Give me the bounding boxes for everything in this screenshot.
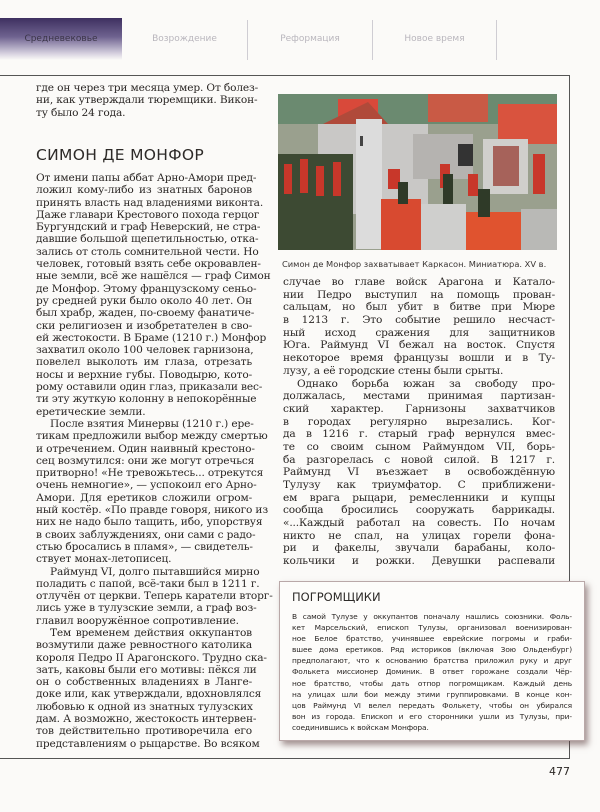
text-line: предполагают, что к основанию братства приложил руку и друг <box>292 656 572 666</box>
text-line: вшее дома еретиков. Ряд историков (включая Зою Ольденбург) <box>292 645 572 655</box>
tab-label: Возрождение <box>152 34 217 44</box>
text-line: ба разгорелась с новой силой. В 1217 г. <box>283 453 555 466</box>
text-line: доке или, как утверждали, вдохновлялся <box>36 688 262 701</box>
text-line: короля Педро II Арагонского. Трудно ска- <box>36 651 267 664</box>
text-line: ски религиозен и изобретателен в сво- <box>36 319 252 332</box>
text-line: Даже главари Крестового похода герцог <box>36 208 260 221</box>
text-line: зались от столь сомнительной чести. Но <box>36 245 259 258</box>
text-line: От имени папы аббат Арно-Амори пред- <box>36 172 257 184</box>
sidebar-text <box>292 611 572 733</box>
text-line: был храбр, жаден, по-своему фанатиче- <box>36 307 255 320</box>
intro-text <box>36 82 259 119</box>
text-line: ложил кому-либо из знатных баронов <box>36 184 252 197</box>
text-line: еретические земли. <box>36 405 146 418</box>
tab-label: Средневековье <box>24 34 98 44</box>
text-line: человек, готовый взять себе окровавлен- <box>36 258 261 271</box>
text-line: ные земли, всё же нашёлся — граф Симон <box>36 270 271 283</box>
text-line: ей жестокости. В Браме (1210 г.) Монфор <box>36 331 267 344</box>
text-line: сальцам, но был убит в битве при Мюре <box>283 301 555 314</box>
tab-label: Новое время <box>404 34 465 44</box>
text-line: лузу, а её городские стены были срыты. <box>283 364 504 377</box>
tab-divider <box>496 20 497 60</box>
text-line: Фолькета миссионер Доминик. В ответ горожане создали Чёр- <box>292 667 572 677</box>
text-line: ни, как утверждали тюремщики. Викон- <box>36 94 258 107</box>
text-line: Однако борьба южан за свободу про- <box>297 377 555 390</box>
tab-label: Реформация <box>280 34 340 44</box>
text-line: нии Педро выступил на помощь прован- <box>283 288 555 301</box>
text-line: главил вооружённое сопротивление. <box>36 614 239 627</box>
text-line: и отречением. Один наивный крестоно- <box>36 442 255 455</box>
text-line: лись уже в тулузские земли, а граф воз- <box>36 602 257 615</box>
text-line: Раймунд VI, долго пытавшийся мирно <box>50 565 260 578</box>
text-line: тикам предложили выбор между смертью <box>36 430 268 443</box>
miniature-illustration <box>278 94 557 250</box>
text-line: стью бросались в пламя», — свидетель- <box>36 540 253 553</box>
text-line: носы и верхние губы. Поводырю, кото- <box>36 368 252 381</box>
text-line: он о собственных владениях в Ланге- <box>36 676 252 689</box>
text-line: отлучён от церкви. Теперь каратели вторг- <box>36 590 273 603</box>
text-line: да в 1216 г. старый граф вернулся вмес- <box>283 428 555 441</box>
text-line: После взятия Минервы (1210 г.) ере- <box>50 417 254 430</box>
tab-renaissance[interactable] <box>122 18 247 60</box>
text-line: них не надо было тащить, ибо, упорствуя <box>36 516 263 529</box>
text-line: в 1213 г. Это событие решило несчаст- <box>283 314 555 327</box>
text-line: некоторое время французы вошли и в Ту- <box>283 352 555 365</box>
text-line: захватил около 100 человек гарнизона, <box>36 344 254 357</box>
text-line: ный костёр. «По правде говоря, никого из <box>36 504 268 517</box>
text-line: кет Марсельский, епископ Тулузы, организовал военизирован- <box>292 623 572 633</box>
text-line: Тем временем действия оккупантов <box>50 626 252 639</box>
text-line: представлениям о рыцарстве. Во всяком <box>36 737 260 750</box>
text-line: ру средней руки было около 40 лет. Он <box>36 294 252 307</box>
text-line: дам. А возможно, жестокость интервен- <box>36 713 257 726</box>
text-line: Бургундский и граф Неверский, не стра- <box>36 221 261 234</box>
text-line: ное Белое братство, учинявшее еврейские погромы и граби- <box>292 634 572 644</box>
text-line: принять власть над владениями виконта. <box>36 196 264 209</box>
figure-caption: Симон де Монфор захватывает Каркасон. Миниатюра. XV в. <box>282 259 547 269</box>
text-line: ное братство, чтобы дать отпор погромщикам. Каждый день <box>292 678 572 688</box>
text-line: ти эту жуткую колонну в непокорённые <box>36 393 257 406</box>
text-line: в городах регулярно вырезались. Ког- <box>283 415 555 428</box>
text-line: рому оставили один глаз, приказали вес- <box>36 381 263 394</box>
sidebar-box <box>279 581 585 741</box>
text-line: сообща бросились сооружать баррикады. <box>283 504 555 517</box>
text-line: ный исход сражения для защитников <box>283 326 555 339</box>
left-column-text <box>36 172 273 750</box>
text-line: те со своим сыном Раймундом VII, борь- <box>283 440 555 453</box>
text-line: ем врага рыцари, ремесленники и купцы <box>283 491 555 504</box>
text-line: зать, каковы были его мотивы: пёкся ли <box>36 663 257 676</box>
text-line: Раймунд VI въезжает в освобождённую <box>283 466 555 479</box>
text-line: где он через три месяца умер. От болез- <box>36 82 259 94</box>
text-line: Амори. Для еретиков сложили огром- <box>36 491 252 504</box>
text-line: Тулузу как триумфатор. С приближени- <box>283 479 555 491</box>
text-line: ту было 24 года. <box>36 106 126 119</box>
text-line: кольчики и рожки. Девушки распевали <box>283 555 555 568</box>
section-heading: СИМОН ДЕ МОНФОР <box>36 146 205 164</box>
text-line: тов действительно противоречила его <box>36 725 252 738</box>
text-line: поладить с папой, всё-таки был в 1211 г. <box>36 577 260 590</box>
text-line: цов Раймунд VI велел передать Фолькету, чтобы он убирался <box>292 700 572 710</box>
text-line: повелел выколоть им глаза, отрезать <box>36 356 252 369</box>
text-line: любовью к одной из знатных тулузских <box>36 700 253 713</box>
text-line: Юга. Раймунд VI бежал на восток. Спустя <box>283 339 555 352</box>
tab-modern-era[interactable] <box>373 18 496 60</box>
text-line: на улицах шли бои между этими группировками. В конце кон- <box>292 689 572 699</box>
text-line: вон из города. Епископ и его сторонники ушли из Тулузы, при- <box>292 711 572 721</box>
text-line: возмутили даже ревностного католика <box>36 639 252 652</box>
text-line: ствует монах-летописец. <box>36 553 172 566</box>
text-line: де Монфор. Этому французскому сеньо- <box>36 282 257 295</box>
sidebar-title: ПОГРОМЩИКИ <box>292 590 381 604</box>
text-line: очень немногие», — успокоил его Арно- <box>36 479 257 492</box>
text-line: давшие большой щепетильностью, отка- <box>36 233 259 246</box>
page-number: 477 <box>549 765 570 778</box>
text-line: случае во главе войск Арагона и Катало- <box>283 276 555 288</box>
text-line: никто не спал, на улицах горели фона- <box>283 529 555 542</box>
text-line: ри и факелы, звучали барабаны, коло- <box>283 542 555 555</box>
tab-reformation[interactable] <box>248 18 372 60</box>
text-line: должалась, местами принимая партизан- <box>283 390 555 403</box>
text-line: сец возмутился: они же могут отречься <box>36 454 255 467</box>
text-line: ский характер. Гарнизоны захватчиков <box>283 402 555 415</box>
text-line: В самой Тулузе у оккупантов поначалу нашлись союзники. Фоль- <box>292 612 572 621</box>
text-line: притворно! «Не тревожьтесь... отрекутся <box>36 467 264 480</box>
tab-middle-ages[interactable] <box>0 18 122 60</box>
text-line: «...Каждый работал на совесть. По ночам <box>283 517 555 530</box>
right-column-text <box>283 276 555 568</box>
text-line: в своих заблуждениях, они сами с радо- <box>36 528 256 541</box>
text-line: соединившись к войскам Монфора. <box>292 722 429 732</box>
